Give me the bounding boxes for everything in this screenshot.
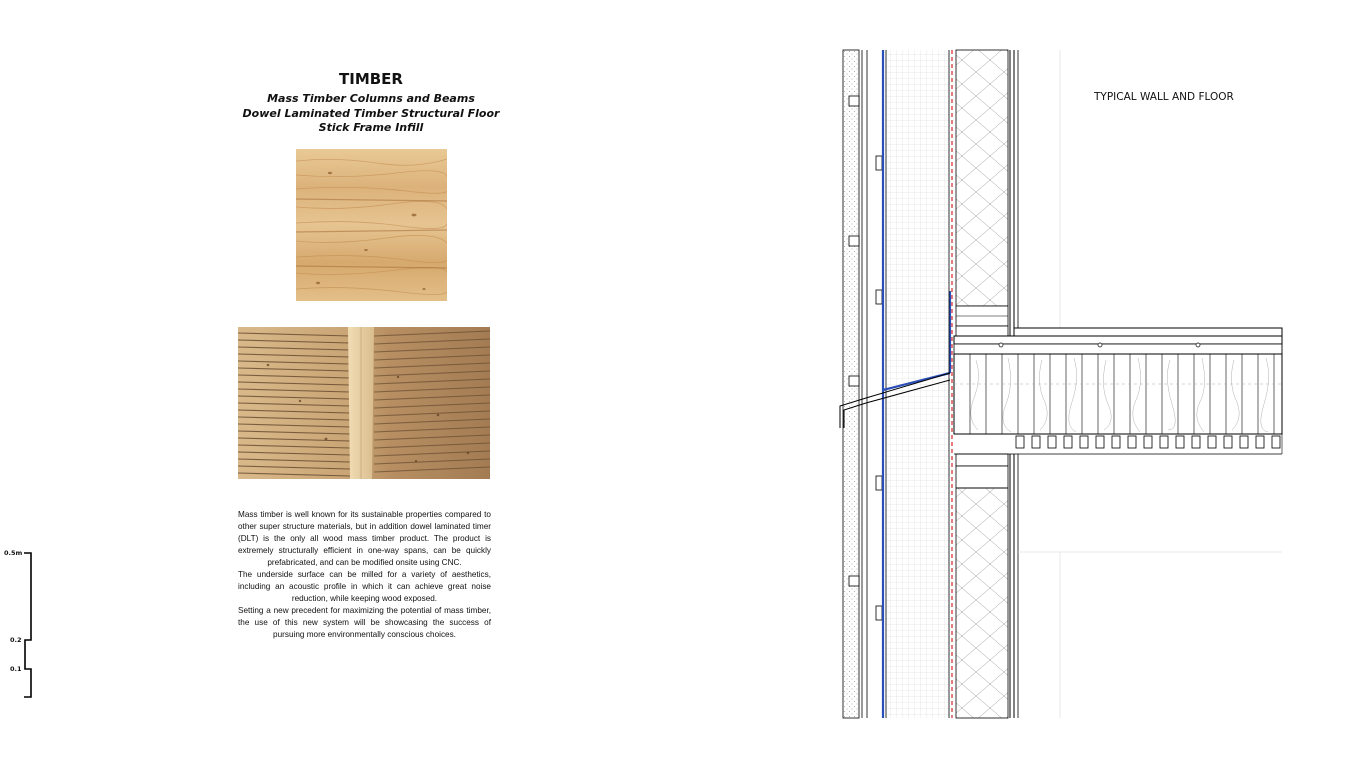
wood-grain-photo: [296, 149, 447, 301]
section-title: TIMBER: [339, 70, 403, 88]
scale-label-01: 0.1: [10, 665, 22, 673]
subtitle-dlt-floor: Dowel Laminated Timber Structural Floor: [242, 107, 500, 120]
description-paragraph-2: The underside surface can be milled for a variety of aesthetics, including an acoustic profile in which it can achieve great noise reduction, while keeping wood exposed.: [238, 570, 491, 603]
subtitle-stick-frame: Stick Frame Infill: [318, 121, 424, 134]
subtitle-columns-beams: Mass Timber Columns and Beams: [267, 92, 475, 105]
wall-floor-section-drawing: [836, 48, 1286, 720]
scale-label-02: 0.2: [10, 636, 22, 644]
dlt-ceiling-photo: [238, 327, 490, 479]
drawing-title: TYPICAL WALL AND FLOOR: [1094, 91, 1234, 103]
description-text: [238, 509, 491, 641]
scale-label-05m: 0.5m: [4, 549, 23, 557]
scale-bar: [0, 545, 40, 705]
description-paragraph-1: Mass timber is well known for its sustainable properties compared to other super structure materials, but in addition dowel laminated timer (DLT) is the only all wood mass timber product. The product is extremely structurally efficient in one-way spans, can be quickly prefabricated, and can be modified onsite using CNC.: [238, 510, 491, 567]
description-paragraph-3: Setting a new precedent for maximizing the potential of mass timber, the use of this new system will be showcasing the success of pursuing more environmentally conscious choices.: [238, 606, 491, 639]
